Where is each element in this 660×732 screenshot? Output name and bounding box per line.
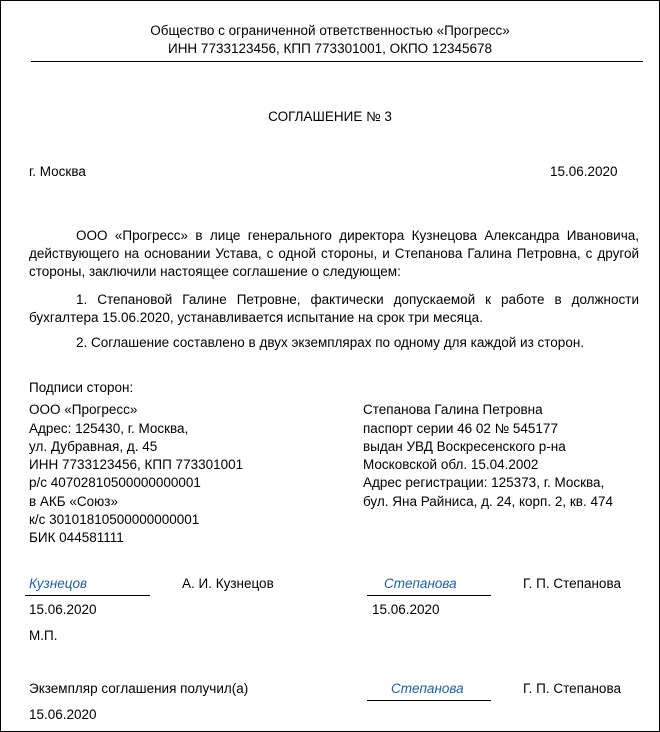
document-title: СОГЛАШЕНИЕ № 3 <box>268 109 392 124</box>
stamp-place: М.П. <box>29 628 58 643</box>
employee-line: Адрес регистрации: 125373, г. Москва, <box>363 475 605 490</box>
employee-line: паспорт серии 46 02 № 545177 <box>363 421 558 436</box>
receipt-date: 15.06.2020 <box>29 707 97 722</box>
header-rule <box>31 61 643 62</box>
employer-line: ул. Дубравная, д. 45 <box>29 439 158 454</box>
document-date: 15.06.2020 <box>550 164 618 179</box>
employer-line: р/с 40702810500000000001 <box>29 475 201 490</box>
receipt-signature: Степанова <box>391 681 464 696</box>
company-codes: ИНН 7733123456, КПП 773301001, ОКПО 12345678 <box>167 41 492 56</box>
employee-line: Степанова Галина Петровна <box>363 402 543 417</box>
company-name: Общество с ограниченной ответственностью «Прогресс» <box>150 23 510 38</box>
employer-line: в АКБ «Союз» <box>29 494 118 509</box>
employer-line: БИК 044581111 <box>29 530 124 545</box>
employer-signature: Кузнецов <box>29 576 88 591</box>
employee-signature-line <box>367 595 491 596</box>
employee-sign-date: 15.06.2020 <box>372 602 440 617</box>
employee-signer-name: Г. П. Степанова <box>523 576 621 591</box>
clause-1: 1. Степановой Галине Петровне, фактически допускаемой к работе в должности бухгалтера 15.06.2020, устанавливается испытание на срок три месяца. <box>29 292 639 325</box>
receipt-signature-line <box>367 700 491 701</box>
clause-2: 2. Соглашение составлено в двух экземплярах по одному для каждой из сторон. <box>76 335 585 350</box>
employer-line: к/с 30101810500000000001 <box>29 512 200 527</box>
employee-line: Московской обл. 15.04.2002 <box>363 457 539 472</box>
employer-line: ИНН 7733123456, КПП 773301001 <box>29 457 244 472</box>
receipt-label: Экземпляр соглашения получил(а) <box>29 681 249 696</box>
signatures-heading: Подписи сторон: <box>29 380 134 395</box>
employer-sign-date: 15.06.2020 <box>29 602 97 617</box>
employer-signature-line <box>25 595 150 596</box>
preamble: ООО «Прогресс» в лице генерального директора Кузнецова Александра Ивановича, действующего на основании Устава, с одной стороны, и Степанова Галина Петровна, с другой стороны, заключили настоящее соглашение о следующем: <box>29 228 639 279</box>
place: г. Москва <box>29 164 86 179</box>
employer-line: Адрес: 125430, г. Москва, <box>29 421 189 436</box>
employer-line: ООО «Прогресс» <box>29 402 138 417</box>
employee-line: выдан УВД Воскресенского р-на <box>363 439 566 454</box>
receipt-signer-name: Г. П. Степанова <box>523 681 621 696</box>
employer-signer-name: А. И. Кузнецов <box>182 576 274 591</box>
employee-line: бул. Яна Райниса, д. 24, корп. 2, кв. 474 <box>363 494 613 509</box>
employee-signature: Степанова <box>384 576 457 591</box>
